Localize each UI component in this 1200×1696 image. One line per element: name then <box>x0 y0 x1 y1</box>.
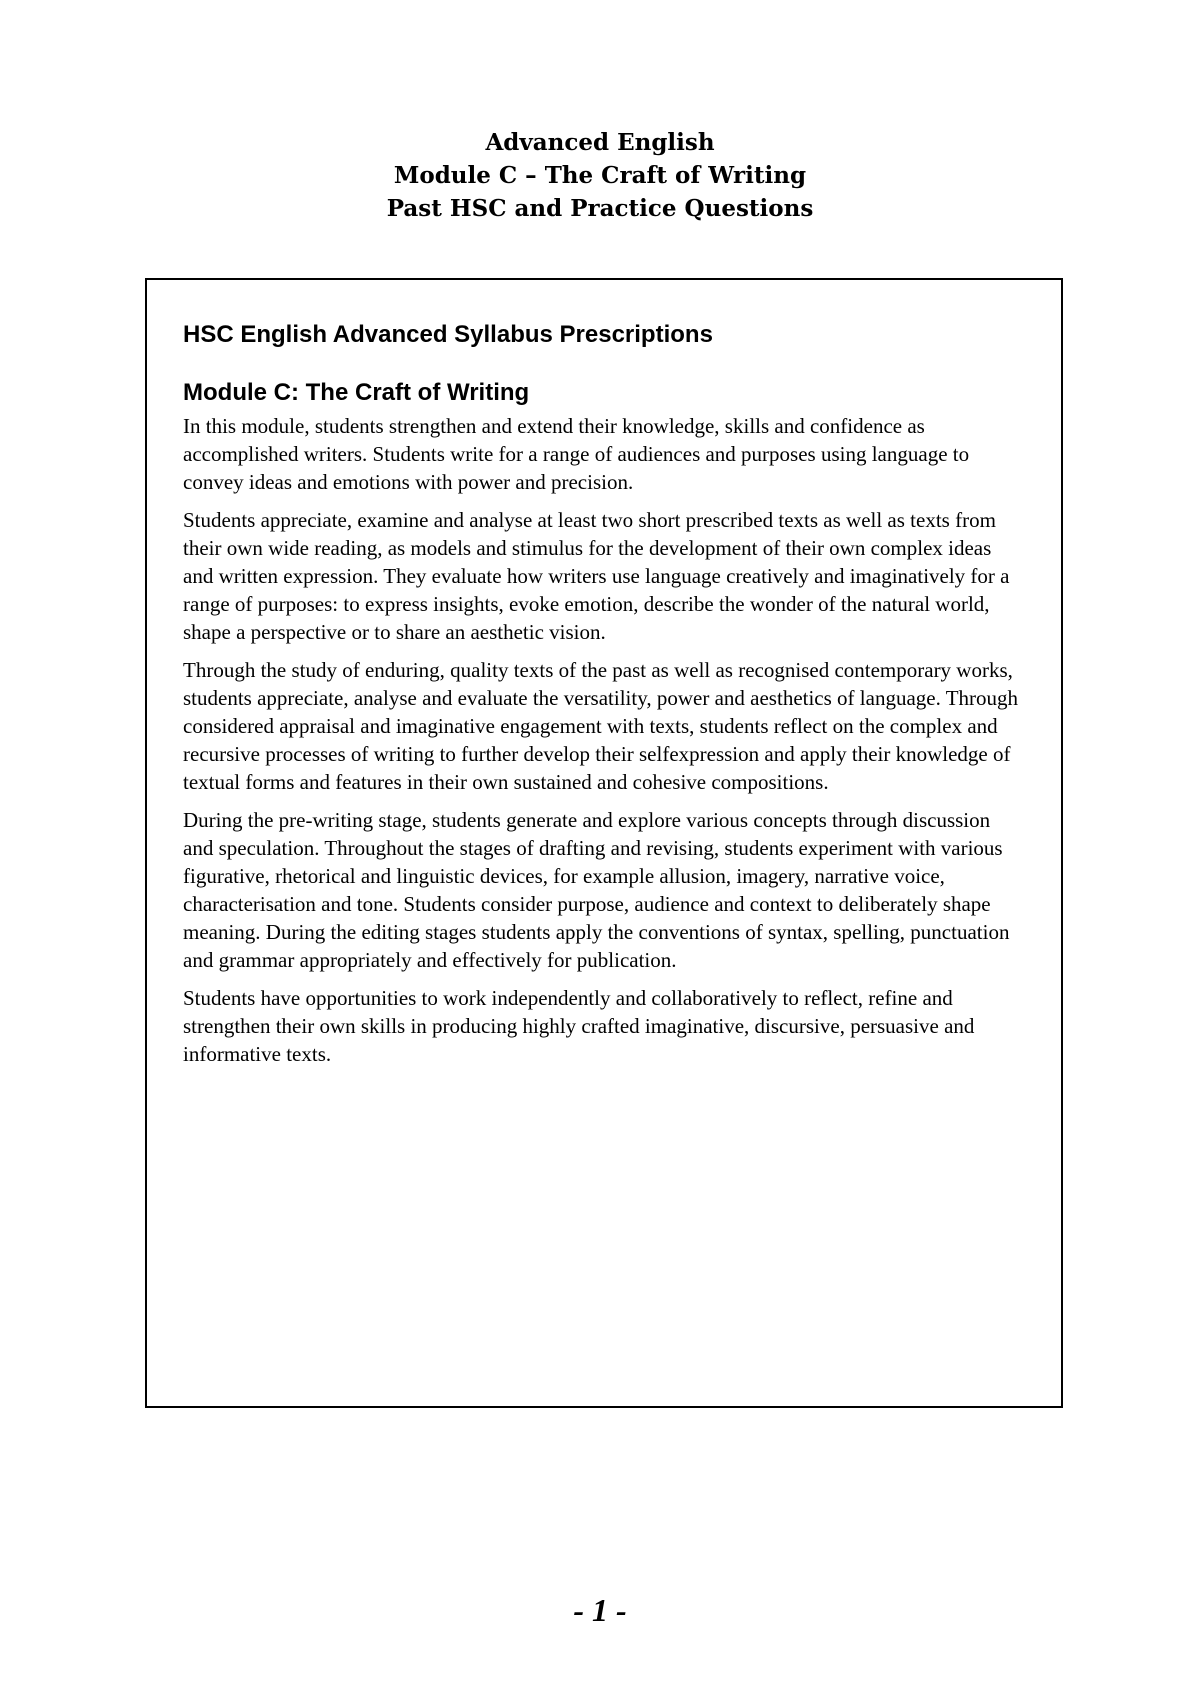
syllabus-paragraph: Students appreciate, examine and analyse at least two short prescribed texts as well as texts from their own wide reading, as models and stimulus for the development of their own complex ideas and written expression. They evaluate how writers use language creatively and imaginatively for a range of purposes: to express insights, evoke emotion, describe the wonder of the natural world, shape a perspective or to share an aesthetic vision. <box>183 508 1010 644</box>
syllabus-paragraph: Students have opportunities to work independently and collaboratively to reflect, refine and strengthen their own skills in producing highly crafted imaginative, discursive, persuasive and informative texts. <box>183 986 975 1066</box>
page-number: - 1 - <box>573 1592 627 1628</box>
title-subtitle: Past HSC and Practice Questions <box>386 195 814 222</box>
syllabus-heading: HSC English Advanced Syllabus Prescriptions <box>183 321 713 348</box>
module-title: Module C: The Craft of Writing <box>183 379 530 406</box>
syllabus-paragraph: During the pre-writing stage, students generate and explore various concepts through discussion and speculation. Throughout the stages of drafting and revising, students experiment with various figurative, rhetorical and linguistic devices, for example allusion, imagery, narrative voice, characterisation and tone. Students consider purpose, audience and context to deliberately shape meaning. During the editing stages students apply the conventions of syntax, spelling, punctuation and grammar appropriately and effectively for publication. <box>183 808 1010 972</box>
syllabus-paragraph: Through the study of enduring, quality texts of the past as well as recognised contemporary works, students appreciate, analyse and evaluate the versatility, power and aesthetics of language. Through considered appraisal and imaginative engagement with texts, students reflect on the complex and recursive processes of writing to further develop their selfexpression and apply their knowledge of textual forms and features in their own sustained and cohesive compositions. <box>183 658 1019 794</box>
syllabus-prescriptions-box <box>145 278 1063 1408</box>
syllabus-paragraph: In this module, students strengthen and extend their knowledge, skills and confidence as accomplished writers. Students write for a range of audiences and purposes using language to convey ideas and emotions with power and precision. <box>183 414 970 494</box>
document-title-block <box>0 126 1200 225</box>
title-course: Advanced English <box>485 129 715 156</box>
title-module: Module C – The Craft of Writing <box>393 162 807 189</box>
